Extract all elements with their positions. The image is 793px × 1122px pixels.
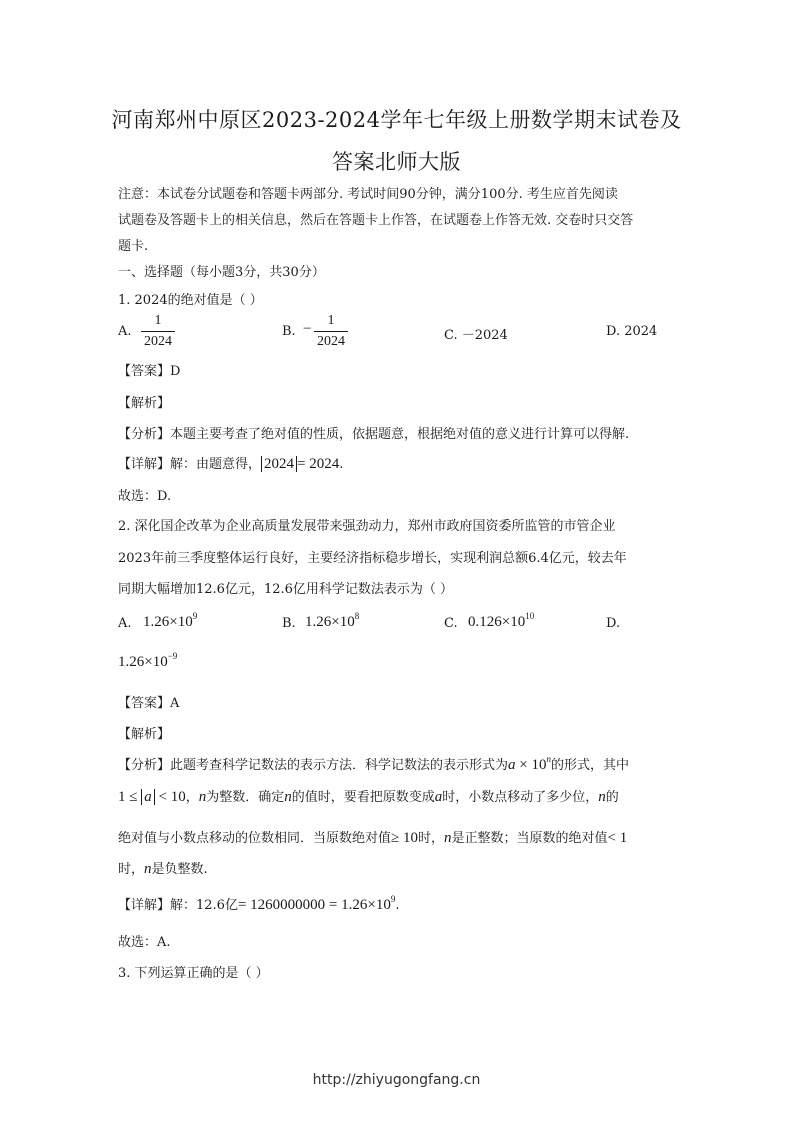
q1-option-b-label: B. <box>282 324 296 339</box>
math-ineq: 1 ≤ <box>118 789 142 805</box>
q1-option-a-label: A. <box>118 324 132 339</box>
q1-option-b-fraction <box>314 313 348 350</box>
sci-exponent: 9 <box>390 894 396 904</box>
q2-option-d-label: D. <box>606 616 621 631</box>
text: 【详解】解：12.6亿 <box>118 898 238 913</box>
fraction-bar <box>141 331 175 332</box>
sci-exponent: 10 <box>525 611 535 621</box>
q3-stem: 3. 下列运算正确的是（ ） <box>118 966 269 981</box>
text: 时， <box>118 862 145 877</box>
doc-title-line2: 答案北师大版 <box>332 150 461 174</box>
q1-option-b-sign: − <box>303 321 312 337</box>
var-n: n <box>598 789 606 805</box>
q2-fenxi-line4 <box>118 858 208 878</box>
math-ge: ≥ 10 <box>391 830 418 846</box>
var-n: n <box>198 789 207 805</box>
var-n: n <box>444 830 452 846</box>
text: . <box>395 898 400 913</box>
q1-xiangjie-prefix: 【详解】解：由题意得， <box>118 457 262 472</box>
var-n-exponent: n <box>546 754 551 764</box>
notice-line1: 注意：本试卷分试题卷和答题卡两部分. 考试时间90分钟，满分100分. 考生应首先阅读 <box>118 187 618 202</box>
q2-stem-line3: 同期大幅增加12.6亿元，12.6亿用科学记数法表示为（ ） <box>118 582 454 597</box>
sci-base: 0.126×10 <box>468 614 526 630</box>
text: 的形式，其中 <box>550 758 629 773</box>
q1-option-c: C. －2024 <box>444 328 508 343</box>
q1-abs-value: 2024 <box>261 456 297 472</box>
var-a: a <box>508 757 516 773</box>
q2-xiangjie <box>118 894 399 914</box>
fraction-bar <box>314 331 348 332</box>
q2-fenxi-line1 <box>118 754 629 774</box>
q2-fenxi-line3 <box>118 827 627 847</box>
q2-guxuan: 故选：A. <box>118 935 171 950</box>
q1-analysis-tag: 【解析】 <box>118 396 171 411</box>
q2-stem-line1: 2. 深化国企改革为企业高质量发展带来强劲动力，郑州市政府国资委所监管的市管企业 <box>118 519 616 534</box>
text: 是正整数；当原数的绝对值 <box>451 831 608 846</box>
text: 为整数．确定 <box>206 790 285 805</box>
text: 绝对值与小数点移动的位数相同．当原数绝对值 <box>118 831 392 846</box>
q2-option-c-label: C. <box>444 616 458 631</box>
fraction-denominator: 2024 <box>144 334 172 349</box>
q1-option-a-fraction <box>141 313 175 350</box>
text: 【分析】此题考查科学记数法的表示方法．科学记数法的表示形式为 <box>118 758 509 773</box>
q1-option-d: D. 2024 <box>606 324 658 339</box>
doc-title-line1: 河南郑州中原区2023-2024学年七年级上册数学期末试卷及 <box>111 108 682 132</box>
sci-base: 1.26×10 <box>143 614 193 630</box>
var-a: a <box>434 789 443 805</box>
q2-fenxi-line2 <box>118 786 619 806</box>
q2-option-b-label: B. <box>282 616 296 631</box>
var-n: n <box>284 789 292 805</box>
var-a-abs: a <box>141 789 155 805</box>
q2-option-a-value <box>143 611 198 631</box>
q2-answer: 【答案】A <box>118 696 180 711</box>
q2-analysis-tag: 【解析】 <box>118 727 171 742</box>
q2-option-d-value <box>118 651 178 671</box>
q2-option-c-value <box>468 611 535 631</box>
q1-stem: 1. 2024的绝对值是（ ） <box>118 293 263 308</box>
sci-exponent: 9 <box>192 611 198 621</box>
notice-line3: 题卡. <box>118 239 149 254</box>
fraction-numerator: 1 <box>327 313 335 328</box>
sci-exponent: 8 <box>354 611 360 621</box>
q1-xiangjie <box>118 453 343 473</box>
text: 是负整数. <box>151 862 208 877</box>
q1-fenxi: 【分析】本题主要考查了绝对值的性质，依据题意，根据绝对值的意义进行计算可以得解. <box>118 427 630 442</box>
text: 的值时，要看把原数变成 <box>291 790 435 805</box>
q1-answer: 【答案】D <box>118 364 181 379</box>
q2-stem-line2: 2023年前三季度整体运行良好，主要经济指标稳步增长，实现利润总额6.4亿元，较去年 <box>118 551 627 566</box>
q1-period: . <box>339 457 344 472</box>
fraction-numerator: 1 <box>154 313 162 328</box>
section-heading: 一、选择题（每小题3分，共30分） <box>118 265 325 280</box>
q1-equals: = 2024 <box>297 456 340 472</box>
q2-option-a-label: A. <box>118 616 132 631</box>
math-equation: = 1260000000 = 1.26×10 <box>237 897 391 913</box>
math-ineq: < 10 <box>154 789 186 805</box>
math-lt: < 1 <box>607 830 628 846</box>
notice-line2: 试题卷及答题卡上的相关信息，然后在答题卡上作答，在试题卷上作答无效. 交卷时只交答 <box>118 213 634 228</box>
sci-exponent: −9 <box>167 651 178 661</box>
math-times: × 10 <box>515 757 547 773</box>
text: ， <box>185 790 199 805</box>
sci-base: 1.26×10 <box>118 654 168 670</box>
text: 时，小数点移动了多少位， <box>442 790 599 805</box>
text: 时， <box>418 831 445 846</box>
q2-option-b-value <box>305 611 360 631</box>
sci-base: 1.26×10 <box>305 614 355 630</box>
q1-guxuan: 故选：D. <box>118 489 172 504</box>
fraction-denominator: 2024 <box>317 334 345 349</box>
text: 的 <box>605 790 619 805</box>
footer-url[interactable]: http://zhiyugongfang.cn <box>312 1072 481 1088</box>
var-n: n <box>144 861 152 877</box>
